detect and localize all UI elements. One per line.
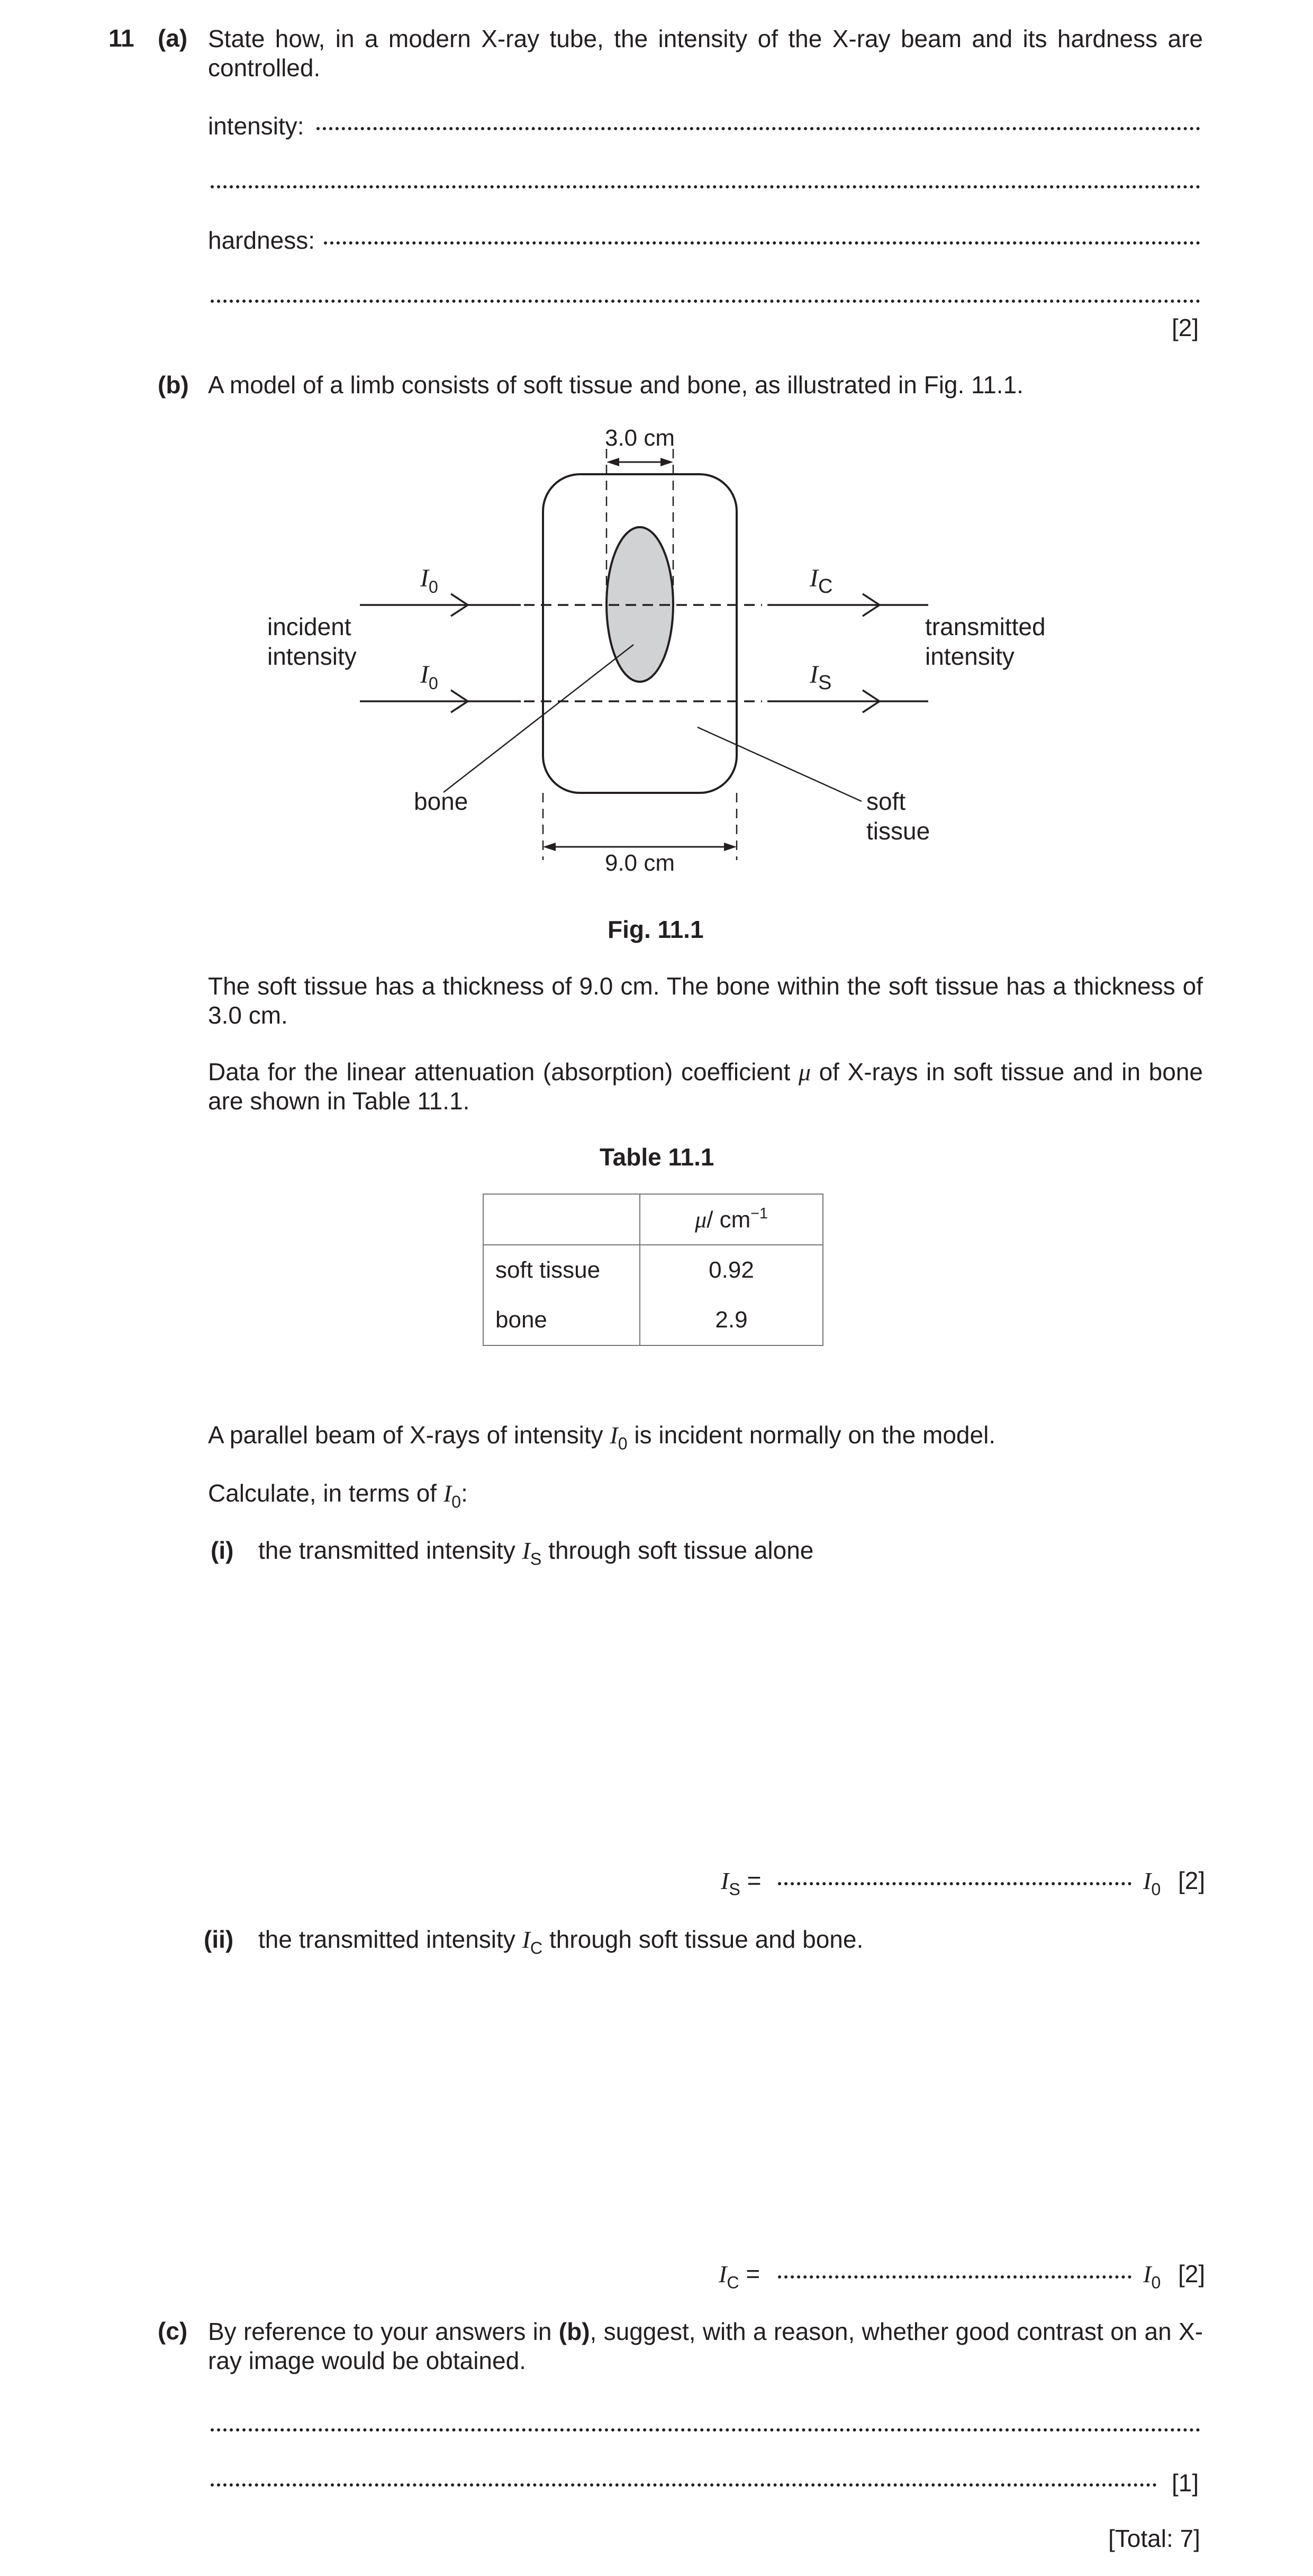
table-cell-material: bone [483,1295,640,1345]
tissue-width-label: 9.0 cm [604,850,675,876]
part-c-text: By reference to your answers in (b), suggest, with a reason, whether good contrast on an X-ray image would be obtained. [208,2318,1203,2375]
incident-label-line-2: intensity [267,643,357,670]
transmitted-symbol-C: $I_C$ [810,564,833,598]
transmitted-label-line-2: intensity [925,643,1015,670]
table-cell-material: soft tissue [483,1245,640,1295]
transmitted-symbol-S: $I_S$ [810,661,832,694]
answer-IC-label: $I_C$ = [719,2260,760,2292]
answer-IS-label: $I_S$ = [721,1867,762,1899]
figure-caption: Fig. 11.1 [608,916,704,943]
part-c-answer-line-1[interactable] [211,2428,1200,2432]
table-header-mu: μ/ $cm^{-1}$ [640,1194,823,1245]
table-header-row [483,1194,823,1245]
beam-text: A parallel beam of X-rays of intensity $I_0$ is incident normally on the model. [208,1421,996,1453]
bone-width-arrow-right [660,458,673,466]
part-c-answer-line-2[interactable] [211,2483,1157,2487]
attenuation-table [483,1194,823,1346]
bone-width-arrow-left [606,458,619,466]
part-c-label: (c) [158,2317,188,2345]
part-ii-text: the transmitted intensity $I_C$ through soft tissue and bone. [258,1926,864,1958]
part-b-intro: A model of a limb consists of soft tissue and bone, as illustrated in Fig. 11.1. [208,371,1024,399]
soft-tissue-label-line-2: tissue [866,817,930,845]
table-cell-mu: 2.9 [640,1295,823,1345]
part-i-label: (i) [211,1536,234,1564]
transmitted-label-line-1: transmitted [925,613,1046,640]
part-ii-marks: [2] [1178,2260,1206,2288]
thickness-text: The soft tissue has a thickness of 9.0 cm. The bone within the soft tissue has a thickness of 3.0 cm. [208,972,1203,1029]
intensity-label: intensity: [208,112,304,140]
mu-symbol: μ [798,1059,811,1086]
total-marks: [Total: 7] [1108,2525,1200,2552]
part-ii-label: (ii) [204,1926,234,1953]
tissue-width-arrow-left [543,843,556,851]
question-number: 11 [108,24,134,52]
table-row [483,1245,823,1295]
part-a-label: (a) [158,24,188,52]
part-i-marks: [2] [1178,1867,1206,1894]
bone-width-label: 3.0 cm [604,425,675,451]
part-c-marks: [1] [1172,2469,1199,2497]
bone-label: bone [414,788,468,815]
part-b-label: (b) [158,371,189,399]
answer-IS-unit: $I_0$ [1143,1867,1161,1899]
part-a-marks: [2] [1172,314,1199,341]
part-i-text: the transmitted intensity $I_S$ through soft tissue alone [258,1536,814,1569]
part-a-text: State how, in a modern X-ray tube, the intensity of the X-ray beam and its hardness are controlled. [208,25,1203,82]
tissue-width-arrow-right [724,843,737,851]
answer-IC-unit: $I_0$ [1143,2261,1161,2292]
data-text: Data for the linear attenuation (absorption) coefficient μ of X-rays in soft tissue and in bone are shown in Table 11.1. [208,1058,1203,1115]
soft-tissue-label-line-1: soft [866,788,906,815]
calc-text: Calculate, in terms of $I_0$: [208,1479,468,1512]
answer-IS-line[interactable] [778,1882,1131,1885]
figure-11-1 [0,0,1313,900]
lower-incident-symbol: $I_0$ [420,661,438,693]
answer-IC-line[interactable] [778,2275,1131,2279]
upper-incident-symbol: $I_0$ [420,564,438,596]
table-cell-mu: 0.92 [640,1245,823,1295]
hardness-label: hardness: [208,227,315,254]
table-header-empty [483,1194,640,1245]
table-row [483,1295,823,1345]
table-title: Table 11.1 [600,1143,714,1171]
incident-label-line-1: incident [267,613,351,640]
